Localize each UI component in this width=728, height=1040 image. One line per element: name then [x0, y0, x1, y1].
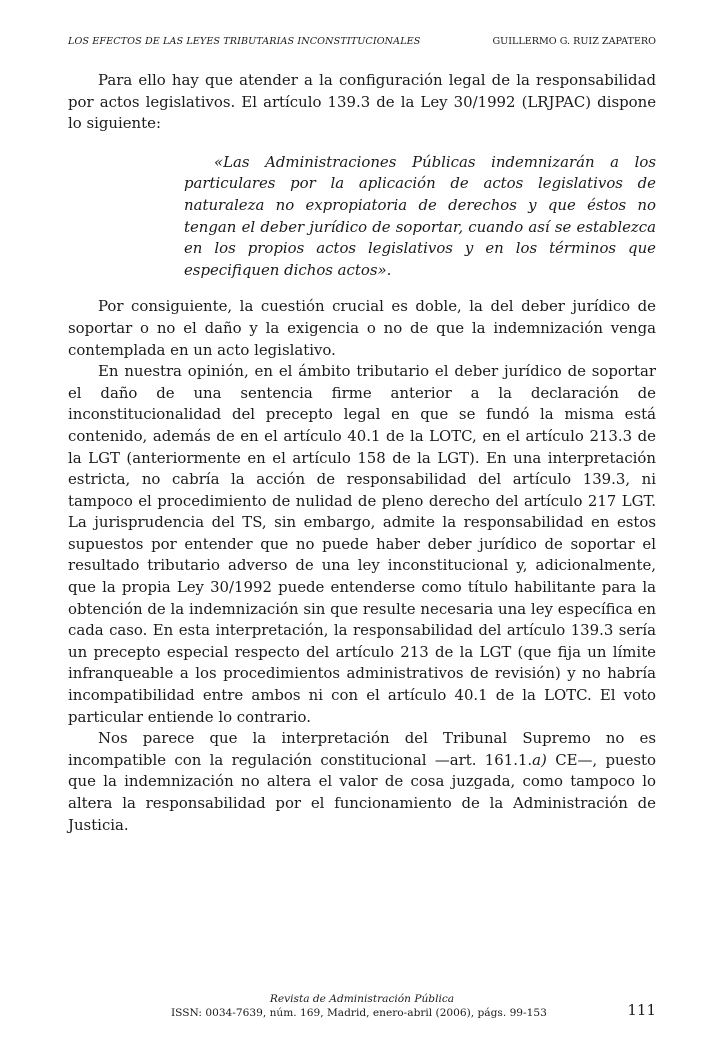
- running-header: [68, 36, 656, 52]
- paragraph-1: Para ello hay que atender a la configuración legal de la responsabilidad por actos legislativos. El artículo 139.3 de la Ley 30/1992 (LRJPAC) dispone lo siguiente:: [68, 71, 656, 133]
- page-number: 111: [627, 1001, 656, 1019]
- running-header-title: LOS EFECTOS DE LAS LEYES TRIBUTARIAS INCONSTITUCIONALES: [68, 36, 421, 47]
- page-body: [68, 70, 656, 836]
- paragraph-3: En nuestra opinión, en el ámbito tributario el deber jurídico de soportar el daño de una sentencia firme anterior a la declaración de inconstitucionalidad del precepto legal en que se fundó la misma está contenido, además de en el artículo 40.1 de la LOTC, en el artículo 213.3 de la LGT (anteriormente en el artículo 158 de la LGT). En una interpretación estricta, no cabría la acción de responsabilidad del artículo 139.3, ni tampoco el procedimiento de nulidad de pleno derecho del artículo 217 LGT. La jurisprudencia del TS, sin embargo, admite la responsabilidad en estos supuestos por entender que no puede haber deber jurídico de soportar el resultado tributario adverso de una ley inconstitucional y, adicionalmente, que la propia Ley 30/1992 puede entenderse como título habilitante para la obtención de la indemnización sin que resulte necesaria una ley específica en cada caso. En esta interpretación, la responsabilidad del artículo 139.3 sería un precepto especial respecto del artículo 213 de la LGT (que fija un límite infranqueable a los procedimientos administrativos de revisión) y no habría incompatibilidad entre ambos ni con el artículo 40.1 de la LOTC. El voto particular entiende lo contrario.: [68, 362, 656, 726]
- footer-journal-title: Revista de Administración Pública: [269, 993, 455, 1005]
- paragraph-4-text-b: CE—, puesto que la indemnización no altera el valor de cosa juzgada, como tampoco lo altera la responsabilidad por el funcionamiento de la Administración de Justicia.: [68, 750, 656, 834]
- paragraph-4-italic: a): [532, 750, 547, 769]
- running-header-author: GUILLERMO G. RUIZ ZAPATERO: [492, 36, 656, 47]
- paragraph-4-text-a: Nos parece que la interpretación del Tribunal Supremo no es incompatible con la regulación constitucional —art. 161.1.: [68, 729, 656, 769]
- footer-issn: ISSN: 0034-7639, núm. 169, Madrid, enero-abril (2006), págs. 99-153: [171, 1007, 547, 1019]
- paragraph-4: [68, 728, 656, 836]
- block-quote: «Las Administraciones Públicas indemnizarán a los particulares por la aplicación de actos legislativos de naturaleza no expropiatoria de derechos y que éstos no tengan el deber jurídico de soportar, cuando así se establezca en los propios actos legislativos y en los términos que especifiquen dichos actos».: [184, 152, 656, 279]
- paragraph-2: Por consiguiente, la cuestión crucial es doble, la del deber jurídico de soportar o no el daño y la exigencia o no de que la indemnización venga contemplada en un acto legislativo.: [68, 297, 656, 359]
